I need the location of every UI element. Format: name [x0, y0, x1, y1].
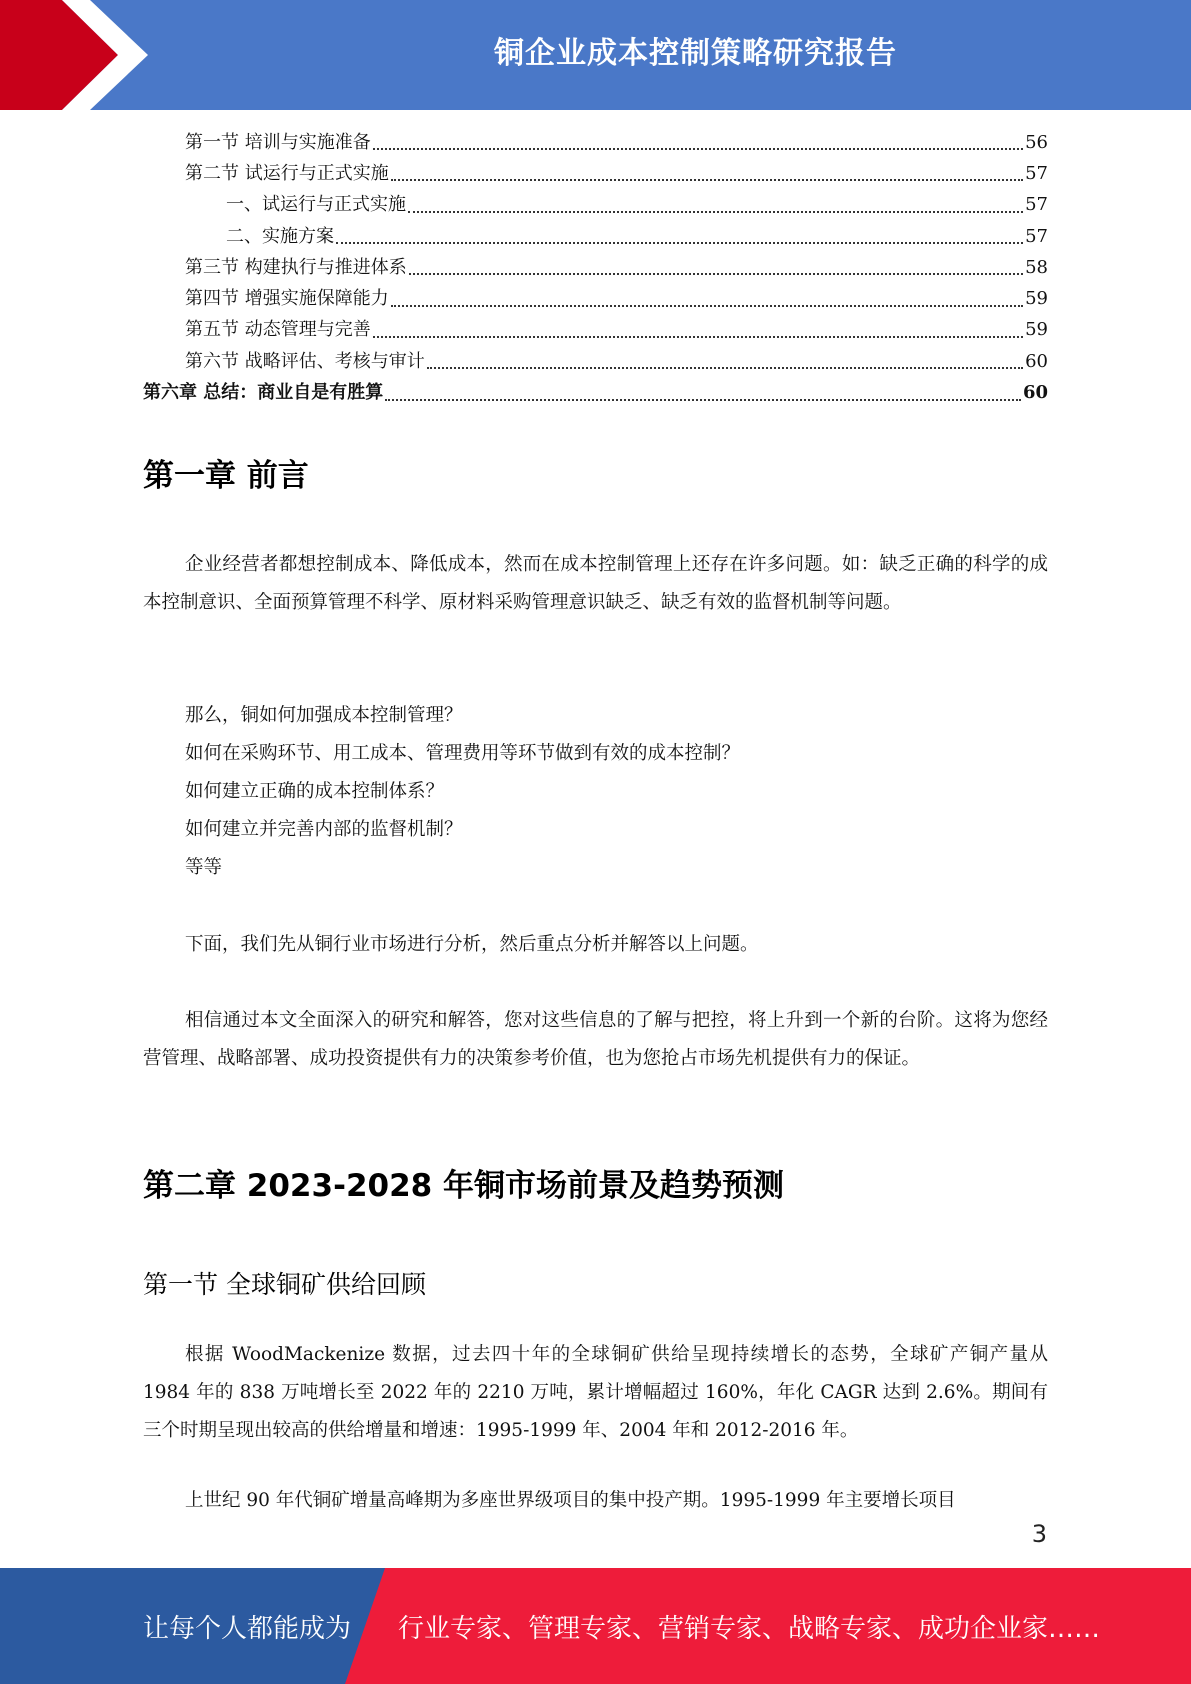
- toc-dot-leader: [385, 398, 1021, 401]
- toc-entry-page: 57: [1025, 225, 1048, 247]
- question-list: [185, 697, 740, 887]
- toc-entry[interactable]: [143, 221, 1048, 252]
- toc-entry[interactable]: [143, 158, 1048, 189]
- toc-dot-leader: [409, 272, 1023, 275]
- toc-dot-leader: [391, 178, 1023, 181]
- chapter-1-paragraph-1: 企业经营者都想控制成本、降低成本，然而在成本控制管理上还存在许多问题。如：缺乏正确的科学的成本控制意识、全面预算管理不科学、原材料采购管理意识缺乏、缺乏有效的监督机制等问题。: [143, 554, 1048, 613]
- toc-entry[interactable]: [143, 283, 1048, 314]
- question-item: 如何在采购环节、用工成本、管理费用等环节做到有效的成本控制？: [185, 743, 741, 764]
- report-title: 铜企业成本控制策略研究报告: [494, 36, 897, 71]
- chapter-2-heading: 第二章 2023-2028 年铜市场前景及趋势预测: [143, 1168, 785, 1204]
- toc-entry[interactable]: [143, 315, 1048, 346]
- toc-entry-title: 第一节 培训与实施准备: [185, 131, 371, 153]
- toc-entry-page: 60: [1022, 382, 1048, 404]
- question-item: 等等: [185, 857, 223, 878]
- chapter-2-paragraph-2: 上世纪 90 年代铜矿增量高峰期为多座世界级项目的集中投产期。1995-1999 年主要增长项目: [185, 1490, 956, 1511]
- toc-entry-title: 第三节 构建执行与推进体系: [185, 256, 407, 278]
- toc-entry-title: 第四节 增强实施保障能力: [185, 288, 389, 310]
- question-item: 如何建立正确的成本控制体系？: [185, 781, 445, 802]
- toc-entry-title: 二、实施方案: [226, 225, 334, 247]
- toc-entry[interactable]: [143, 346, 1048, 377]
- toc-entry-title: 第六章 总结：商业自是有胜算: [143, 382, 384, 404]
- toc-entry-title: 第六节 战略评估、考核与审计: [185, 350, 425, 372]
- toc-entry-page: 57: [1025, 162, 1048, 184]
- footer-slogan-right: 行业专家、管理专家、营销专家、战略专家、成功企业家……: [398, 1614, 1101, 1644]
- header-chevron-decoration: [0, 0, 160, 110]
- question-item: 那么，铜如何加强成本控制管理？: [185, 705, 463, 726]
- toc-entry[interactable]: [143, 127, 1048, 158]
- page-header: [0, 0, 1191, 110]
- chapter-2-paragraph-1: 根据 WoodMackenize 数据，过去四十年的全球铜矿供给呈现持续增长的态势，全球矿产铜产量从 1984 年的 838 万吨增长至 2022 年的 2210 万吨，累计增幅超过 160%，年化 CAGR 达到 2.6%。期间有三个时期呈现出较高的供给增量和增速：1995-1999 年、2004 年和 2012-2016 年。: [143, 1344, 1048, 1441]
- toc-dot-leader: [336, 241, 1023, 244]
- toc-entry-page: 56: [1025, 131, 1048, 153]
- question-item: 如何建立并完善内部的监督机制？: [185, 819, 463, 840]
- toc-dot-leader: [427, 366, 1023, 369]
- toc-entry-title: 一、试运行与正式实施: [226, 194, 406, 216]
- toc-entry-page: 59: [1025, 319, 1048, 341]
- chapter-1-paragraph-3: 相信通过本文全面深入的研究和解答，您对这些信息的了解与把控，将上升到一个新的台阶。这将为您经营管理、战略部署、成功投资提供有力的决策参考价值，也为您抢占市场先机提供有力的保证。: [143, 1010, 1048, 1069]
- toc-entry-page: 58: [1025, 256, 1048, 278]
- toc-entry[interactable]: [143, 377, 1048, 408]
- toc-entry-title: 第二节 试运行与正式实施: [185, 162, 389, 184]
- toc-entry-page: 60: [1025, 350, 1048, 372]
- toc-entry-title: 第五节 动态管理与完善: [185, 319, 371, 341]
- toc-entry[interactable]: [143, 252, 1048, 283]
- toc-dot-leader: [408, 210, 1023, 213]
- page-footer: [0, 1568, 1191, 1684]
- section-1-heading: 第一节 全球铜矿供给回顾: [143, 1270, 426, 1299]
- toc-entry[interactable]: [143, 190, 1048, 221]
- toc-entry-page: 59: [1025, 288, 1048, 310]
- chapter-1-heading: 第一章 前言: [143, 458, 309, 494]
- footer-slogan-left: 让每个人都能成为: [143, 1614, 352, 1644]
- table-of-contents: [143, 127, 1048, 409]
- toc-dot-leader: [373, 147, 1023, 150]
- page-number: 3: [1031, 1520, 1047, 1548]
- chapter-1-paragraph-2: 下面，我们先从铜行业市场进行分析，然后重点分析并解答以上问题。: [185, 934, 759, 955]
- toc-entry-page: 57: [1025, 194, 1048, 216]
- toc-dot-leader: [373, 335, 1023, 338]
- toc-dot-leader: [391, 304, 1023, 307]
